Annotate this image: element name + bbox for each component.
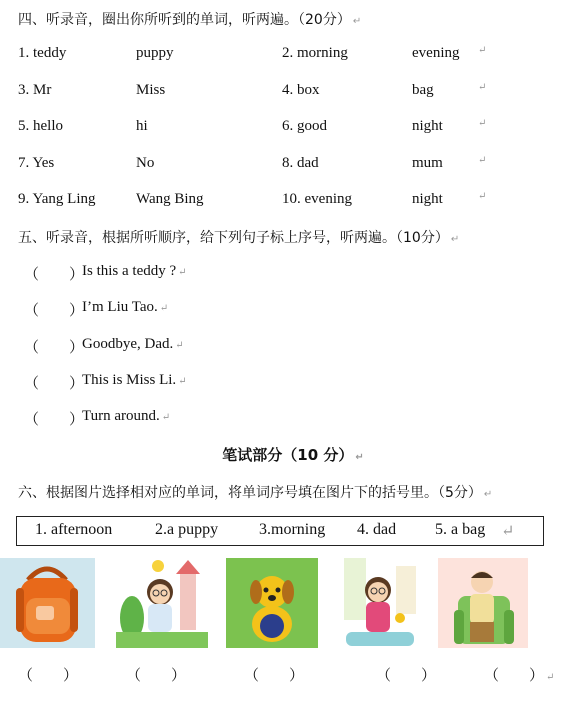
word-choice[interactable]: bag bbox=[412, 82, 434, 98]
word-choice[interactable]: Miss bbox=[136, 82, 166, 98]
written-part-heading: 笔试部分（10 分） ↵ bbox=[222, 446, 364, 464]
answer-blank[interactable]: （ ） bbox=[24, 267, 85, 283]
picture-answer-blank[interactable]: （ ） bbox=[126, 668, 187, 684]
word-choice[interactable]: mum bbox=[412, 155, 443, 171]
section4-title: 四、听录音，圈出你所听到的单词，听两遍。（20分） ↵ bbox=[18, 12, 362, 28]
picture-answer-blank[interactable]: （ ） bbox=[18, 668, 79, 684]
sentence-text: I’m Liu Tao. bbox=[82, 299, 158, 315]
word-choice[interactable]: Wang Bing bbox=[136, 191, 204, 207]
word-choice[interactable]: evening bbox=[412, 45, 460, 61]
return-mark: ↵ bbox=[478, 82, 487, 93]
word-choice[interactable]: 4. box bbox=[282, 82, 320, 98]
puppy-picture bbox=[226, 558, 318, 648]
dad-picture bbox=[438, 558, 528, 648]
afternoon-girl-picture bbox=[344, 558, 416, 648]
word-choice[interactable]: 8. dad bbox=[282, 155, 319, 171]
answer-blank[interactable]: （ ） bbox=[24, 412, 85, 428]
word-choice[interactable]: 2. morning bbox=[282, 45, 348, 61]
word-choice[interactable]: night bbox=[412, 191, 443, 207]
sentence-text: Turn around. bbox=[82, 408, 160, 424]
word-option: 3.morning bbox=[259, 521, 326, 538]
answer-blank[interactable]: （ ） bbox=[24, 376, 85, 392]
picture-answer-blank[interactable]: （ ） bbox=[376, 668, 437, 684]
word-row bbox=[18, 45, 578, 67]
word-option: 4. dad bbox=[357, 521, 397, 538]
return-mark: ↵ bbox=[478, 118, 487, 129]
return-mark: ↵ bbox=[478, 191, 487, 202]
word-choice[interactable]: 9. Yang Ling bbox=[18, 191, 96, 207]
word-option: 2.a puppy bbox=[155, 521, 219, 538]
return-mark: ↵ bbox=[478, 155, 487, 166]
word-choice[interactable]: night bbox=[412, 118, 443, 134]
word-choice[interactable]: 10. evening bbox=[282, 191, 352, 207]
word-choice[interactable]: 5. hello bbox=[18, 118, 63, 134]
answer-blank[interactable]: （ ） bbox=[24, 303, 85, 319]
picture-answer-blank[interactable]: （ ） bbox=[244, 668, 305, 684]
word-choice[interactable]: No bbox=[136, 155, 155, 171]
word-option: 5. a bag bbox=[435, 521, 486, 538]
word-choice[interactable]: 6. good bbox=[282, 118, 327, 134]
word-choice[interactable]: 1. teddy bbox=[18, 45, 67, 61]
return-mark: ↵ bbox=[478, 45, 487, 56]
word-options-box: 1. afternoon 2.a puppy 3.morning 4. dad 5. a bag ↵ bbox=[16, 516, 544, 546]
section5-title: 五、听录音，根据所听顺序，给下列句子标上序号，听两遍。（10分） ↵ bbox=[18, 230, 460, 246]
word-row bbox=[18, 82, 578, 104]
morning-girl-picture bbox=[116, 558, 208, 648]
word-choice[interactable]: hi bbox=[136, 118, 148, 134]
word-row bbox=[18, 191, 578, 213]
word-choice[interactable]: 7. Yes bbox=[18, 155, 55, 171]
sentence-text: Is this a teddy ? bbox=[82, 263, 177, 279]
answer-blank[interactable]: （ ） bbox=[24, 340, 85, 356]
word-choice[interactable]: 3. Mr bbox=[18, 82, 52, 98]
sentence-text: This is Miss Li. bbox=[82, 372, 177, 388]
picture-answer-blank[interactable]: （ ） ↵ bbox=[484, 668, 555, 684]
schoolbag-picture bbox=[0, 558, 95, 648]
word-option: 1. afternoon bbox=[35, 521, 113, 538]
word-choice[interactable]: puppy bbox=[136, 45, 174, 61]
word-row bbox=[18, 155, 578, 177]
sentence-text: Goodbye, Dad. bbox=[82, 336, 174, 352]
word-row bbox=[18, 118, 578, 140]
section6-title: 六、根据图片选择相对应的单词，将单词序号填在图片下的括号里。（5分） ↵ bbox=[18, 485, 493, 501]
